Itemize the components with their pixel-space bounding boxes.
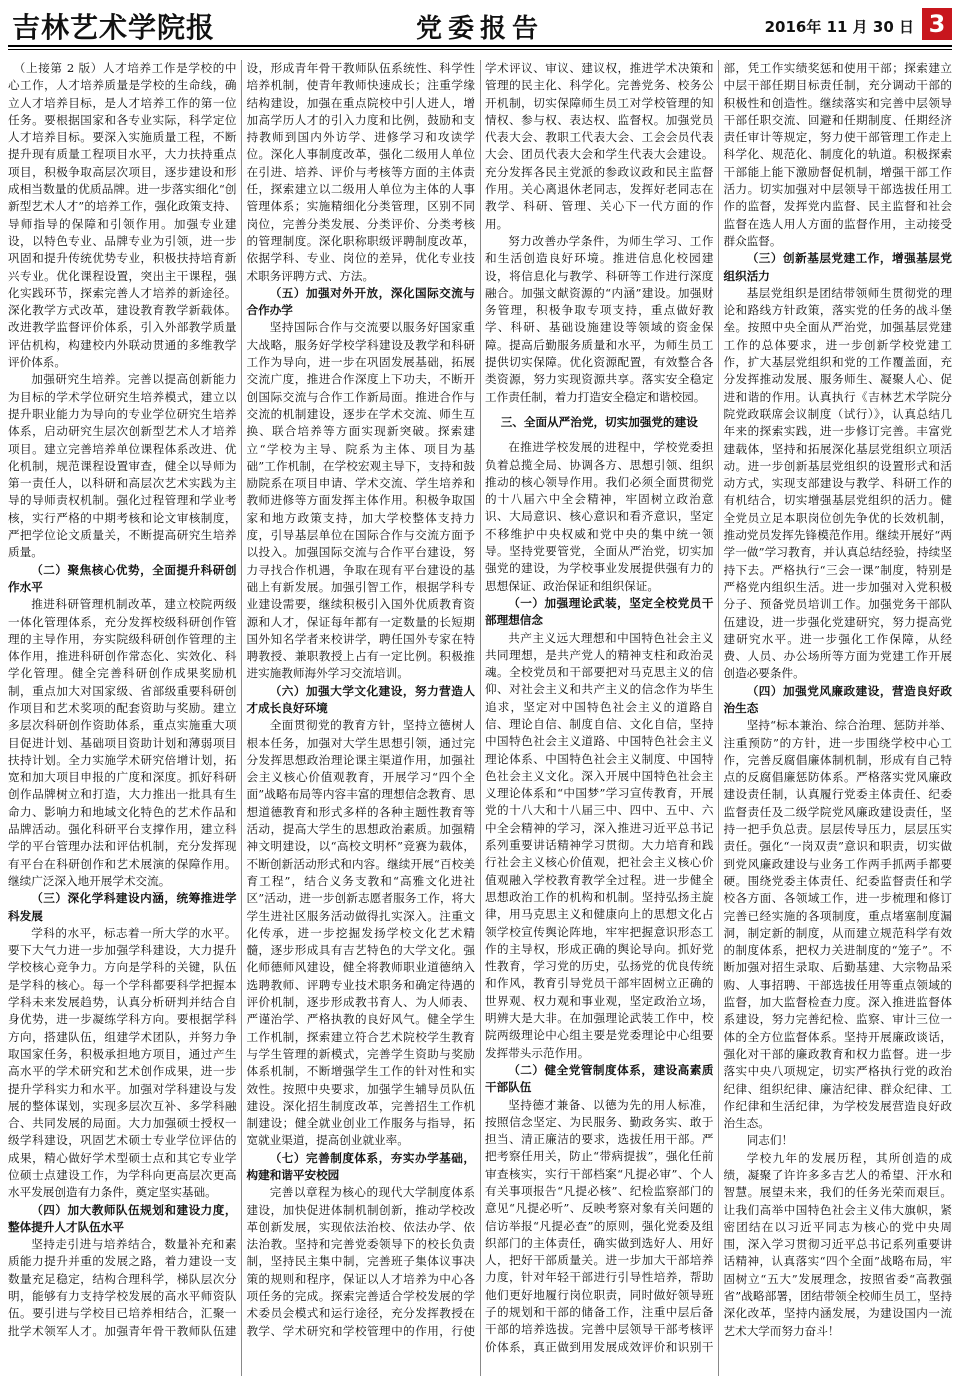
paragraph: 坚持德才兼备、以德为先的用人标准，按照信念坚定、为民服务、勤政务实、敢于担当、清正廉洁的要求，选拔任用干部。严把考察任用关，防止“带病提拔”，强化任前审查核实，实行干部档案“凡提必审”、个人有关事项报告“凡提必核”、纪检监察部门的意见“凡提必听”、反映考察对象有关问题的信访举报“凡提必查”的原则，强化党委及组织部门的主体责任，确实做到选好人、用好人，把好干部质量关。进一步加大干部培养力度，针对年轻干部进行引导性培养，帮助他们更好地履行岗位职责，同时做好领导班子的规划和干部的储备工作，注重中层后备干部的培养选拔。完善中层领导干部考核评价体系，真正做到用发展成效评价和识别干部，凭工作实绩奖惩和使用干部；探索建立中层干部任期目标责任制，充分调动干部的积极性和创造性。继续落实和完善中层领导干部任职交流、回避和任期制度、任期经济责任审计等规定，努力使干部管理工作走上科学化、规范化、制度化的轨道。积极探索干部能上能下激励督促机制，增强干部工作活力。切实加强对中层领导干部选拔任用工作的监督，发挥党内监督、民主监督和社会监督在选人用人方面的监督作用，主动接受群众监督。 [485,61,952,1354]
page-number-badge: 3 [922,8,952,40]
header-rule [8,45,952,47]
paragraph: 坚持“标本兼治、综合治理、惩防并举、注重预防”的方针，进一步围绕学校中心工作，完善反腐倡廉体制机制，形成有自己特点的反腐倡廉惩防体系。严格落实党风廉政建设责任制，认真履行党委主体责任、纪委监督责任及二级学院党风廉政建设责任，坚持一把手负总责。层层传导压力，层层压实责任。强化“一岗双责”意识和职责，切实做到党风廉政建设与业务工作两手抓两手都要硬。围绕党委主体责任、纪委监督责任和学校各方面、各领域工作，进一步梳理和修订完善已经实施的各项制度，重点堵塞制度漏洞，制定新的制度，从而建立规范科学有效的制度体系，把权力关进制度的“笼子”。不断加强对招生录取、后勤基建、大宗物品采购、人事招聘、干部选拔任用等重点领域的监督，加大监督检查力度。深入推进监督体系建设，努力完善纪检、监察、审计三位一体的全方位监督体系。坚持开展廉政谈话，强化对干部的廉政教育和权力监督。进一步落实中央八项规定，切实严格执行党的政治纪律、组织纪律、廉洁纪律、群众纪律、工作纪律和生活纪律，为学校发展营造良好政治生态。 [723,718,952,1131]
section-heading: （一）加强理论武装，坚定全校党员干部理想信念 [485,595,714,628]
paragraph: 加强研究生培养。完善以提高创新能力为目标的学术学位研究生培养模式，建立以提升职业能力为导向的专业学位研究生培养体系，启动研究生层次创新型艺术人才培养项目。建立完善培养单位课程体系改进、优化机制，规范课程设置审查，健全以导师为第一责任人，以科研和高层次艺术实践为主导的导师责权机制。强化过程管理和学业考核，实行严格的中期考核和论文审核制度，严把学位论文质量关，不断提高研究生培养质量。 [8,372,237,560]
paragraph: 在推进学校发展的进程中，学校党委担负着总揽全局、协调各方、思想引领、组织推动的核心领导作用。我们必须全面贯彻党的十八届六中全会精神，牢固树立政治意识、大局意识、核心意识和看齐意识，坚定不移维护中央权威和党中央的集中统一领导。坚持党要管党，全面从严治党，切实加强党的建设，为学校事业发展提供强有力的思想保证、政治保证和组织保证。 [485,440,714,593]
masthead [0,0,960,50]
paragraph: 推进科研管理机制改革，建立校院两级一体化管理体系，充分发挥校级科研创作管理的主导作用，夯实院级科研创作管理的主体作用，推进科研创作常态化、实效化、科学化管理。健全完善科研创作成果奖励机制，重点加大对国家级、省部级重要科研创作项目和艺术奖项的配套资助与奖励。建立多层次科研创作资助体系，重点实施重大项目促进计划、基础项目资助计划和薄弱项目扶持计划。全力实施学术研究倍增计划，拓宽和加大项目申报的广度和深度。抓好科研创作品牌树立和打造，大力推出一批具有生命力、影响力和地域文化特色的艺术作品和品牌活动。强化科研平台支撑作用，建立科学的平台管理办法和评估机制，充分发挥现有平台在科研创作和艺术展演的保障作用。继续广泛深入地开展学术交流。 [8,597,237,888]
paragraph: 共产主义远大理想和中国特色社会主义共同理想，是共产党人的精神支柱和政治灵魂。全校党员和干部要把对马克思主义的信仰、对社会主义和共产主义的信念作为毕生追求，坚定对中国特色社会主义的道路自信、理论自信、制度自信、文化自信，坚持中国特色社会主义道路、中国特色社会主义理论体系、中国特色社会主义制度、中国特色社会主义文化。深入开展中国特色社会主义理论体系和“中国梦”学习宣传教育，开展党的十八大和十八届三中、四中、五中、六中全会精神的学习，深入推进习近平总书记系列重要讲话精神学习贯彻。大力培育和践行社会主义核心价值观，把社会主义核心价值观融入学校教育教学全过程。进一步健全思想政治工作的机构和机制。坚持弘扬主旋律，用马克思主义和健康向上的思想文化占领学校宣传舆论阵地，牢牢把握意识形态工作的主导权，形成正确的舆论导向。抓好党性教育，学习党的历史，弘扬党的优良传统和作风，教育引导党员干部牢固树立正确的世界观、权力观和事业观，坚定政治立场，明辨大是大非。在加强理论武装工作中，校院两级理论中心组主要是党委理论中心组要发挥带头示范作用。 [485,630,714,1060]
section-heading: （四）加大教师队伍规划和建设力度，整体提升人才队伍水平 [8,1202,237,1234]
paragraph: （上接第 2 版）人才培养工作是学校的中心工作，人才培养质量是学校的生命线，确立人才培养目标，是人才培养工作的第一位任务。要根据国家和各专业实际，科学定位人才培养目标。要深入实施质量工程，不断提升现有质量工程项目水平，大力扶持重点项目，积极争取高层次项目，逐步建设和形成相当数量的优质品牌。进一步落实细化“创新型艺术人才”的培养工作，强化政策支持、导师指导的保障和引领作用。加强专业建设，以特色专业、品牌专业为引领，进一步巩固和提升传统优势专业，积极扶持培育新兴专业。优化课程设置，突出主干课程，强化实践环节，探索完善人才培养的新途径。深化教学方式改革，建设教育教学新载体。改进教学监督评价体系，引入外部教学质量评估机构，构建校内外联动贯通的多维教学评价体系。 [8,61,237,370]
section-title: 党委报告 [415,14,544,44]
section-heading: （六）加强大学文化建设，努力营造人才成长良好环境 [246,683,475,715]
paragraph: 努力改善办学条件，为师生学习、工作和生活创造良好环境。推进信息化校园建设，将信息化与教学、科研等工作进行深度融合。加强文献资源的“内涵”建设。加强财务管理，积极争取专项支持，重点做好教学、科研、基础设施建设等领域的资金保障。提高后勤服务质量和水平，为师生员工提供切实保障。优化资源配置，有效整合各类资源，努力实现资源共享。落实安全稳定工作责任制，着力打造安全稳定和谐校园。 [485,233,714,404]
section-heading: （二）聚焦核心优势，全面提升科研创作水平 [8,562,237,594]
paragraph: 基层党组织是团结带领师生贯彻党的理论和路线方针政策，落实党的任务的战斗堡垒。按照中央全面从严治党，加强基层党建工作的总体要求，进一步创新学校党建工作，扩大基层党组织和党的工作覆盖面，充分发挥推动发展、服务师生、凝聚人心、促进和谐的作用。认真执行《吉林艺术学院分院党政联席会议制度（试行）》，认真总结几年来的探索实践，进一步修订完善。丰富党建载体，坚持和拓展深化基层党组织立项活动。进一步创新基层党组织的设置形式和活动方式，实现支部建设与教学、科研工作的有机结合，切实增强基层党组织的活力。健全党员立足本职岗位创先争优的长效机制，推动党员发挥先锋模范作用。继续开展好“两学一做”学习教育，并认真总结经验，持续坚持下去。严格执行“三会一课”制度，特别是严格党内组织生活。进一步加强对入党积极分子、预备党员培训工作。加强党务干部队伍建设，进一步强化党建研究，努力提高党建研究水平。进一步强化工作保障，从经费、人员、办公场所等方面为党建工作开展创造必要条件。 [723,285,952,681]
section-heading: （四）加强党风廉政建设，营造良好政治生态 [723,683,952,715]
paragraph: 学校九年的发展历程，其所创造的成绩，凝聚了许许多多吉艺人的希望、汗水和智慧。展望未来，我们的任务光荣而艰巨。让我们高举中国特色社会主义伟大旗帜，紧密团结在以习近平同志为核心的党中央周围，深入学习贯彻习近平总书记系列重要讲话精神，认真落实“四个全面”战略布局，牢固树立“五大”发展理念，按照省委“高教强省”战略部署，团结带领全校师生员工，坚持深化改革，坚持内涵发展，为建设国内一流艺术大学而努力奋斗！ [723,1150,952,1338]
section-heading: （三）创新基层党建工作，增强基层党组织活力 [723,251,952,283]
article-body [8,60,952,1376]
paragraph: 完善以章程为核心的现代大学制度体系建设，加快促进体制机制创新，推动学校改革创新发展，实现依法治校、依法办学、依法治教。坚持和完善党委领导下的校长负责制，坚持民主集中制，完善班子集体议事决策的规则和程序，保证以人才培养为中心各项任务的完成。探索完善适合学校发展的学术委员会模式和运行途径，充分发挥教授在教学、学术研究和学校管理中的作用，行使学术评议、审议、建议权，推进学术决策和管理的民主化、科学化。完善党务、校务公开机制，切实保障师生员工对学校管理的知情权、参与权、表达权、监督权。加强党员代表大会、教职工代表大会、工会会员代表大会、团员代表大会和学生代表大会建设。充分发挥各民主党派的参政议政和民主监督作用。关心离退休老同志，发挥好老同志在教学、科研、管理、关心下一代方面的作用。 [246,61,714,1338]
paragraph: 坚持走引进与培养结合，数量补充和素质能力提升并重的发展之路，着力建设一支数量充足稳定，结构合理科学，梯队层次分明，能够有力支持学校发展的高水平师资队伍。要引进与学校目已培养相结合，汇聚一批学术领军人才。加强青年骨干教师队伍建设，形成青年骨干教师队伍系统性、科学性培养机制，使青年教师快速成长；注重学缘结构建设，加强在重点院校中引人进人，增加高学历人才的引入力度和比例，鼓励和支持教师到国内外访学、进修学习和攻读学位。深化人事制度改革，强化二级用人单位在引进、培养、评价与考核等方面的主体责任，探索建立以二级用人单位为主体的人事管理体系；实施精细化分类管理，区别不同岗位，完善分类发展、分类评价、分类考核的管理制度。深化职称职级评聘制度改革，依据学科、专业、岗位的差异，优化专业技术职务评聘方式、方法。 [8,61,475,1338]
chapter-heading: 三、全面从严治党，切实加强党的建设 [500,414,698,429]
section-heading: （五）加强对外开放，深化国际交流与合作办学 [246,285,475,318]
paragraph: 学科的水平，标志着一所大学的水平。要下大气力进一步加强学科建设，大力提升学校核心竞争力。方向是学科的关键，队伍是学科的核心。每一个学科都要科学把握本学科未来发展趋势，认真分析研判并结合自身优势，进一步凝练学科方向。要根据学科方向，搭建队伍，组建学术团队，并努力争取国家任务，积极承担地方项目，通过产生高水平的学术研究和艺术创作成果，进一步提升学科实力和水平。加强对学科建设与发展的整体谋划，实现多层次互补、多学科融合、共同发展的局面。大力加强硕士授权一级学科建设，巩固艺术硕士专业学位评估的成果，精心做好学术型硕士点和其它专业学位硕士点建设工作，为学科向更高层次更高水平发展创造有力条件，奠定坚实基础。 [8,925,237,1200]
paragraph: 同志们！ [746,1133,794,1148]
section-heading: （三）深化学科建设内涵，统筹推进学科发展 [8,891,237,923]
section-heading: （二）健全党管制度体系，建设高素质干部队伍 [485,1062,714,1095]
section-heading: （七）完善制度体系，夯实办学基础，构建和谐平安校园 [246,1150,475,1182]
paragraph: 坚持国际合作与交流要以服务好国家重大战略，服务好学校学科建设及教学和科研工作为导向，进一步在巩固发展基础，拓展交流广度，推进合作深度上下功夫，不断开创国际交流与合作工作新局面。推进合作与交流的机制建设，逐步在学术交流、师生互换、联合培养等方面实现新突破。探索建立“学校为主导、院系为主体、项目为基础”工作机制，在学校宏观主导下，支持和鼓励院系在项目申请、学术交流、学生培养和教师进修等方面发挥主体作用。积极争取国家和地方政策支持，加大学校整体支持力度，引导基层单位在国际合作与交流方面予以投入。加强国际交流与合作平台建设，努力寻找合作机遇，争取在现有平台建设的基础上有新发展。加强引智工作，根据学科专业建设需要，继续积极引入国外优质教育资源和人才，保证每年都有一定数量的长短期国外知名学者来校讲学，聘任国外专家在特聘教授、兼职教授上占有一定比例。积极推进实施教师海外学习交流培训。 [246,320,475,681]
header-rule-thin [8,49,952,50]
paragraph: 全面贯彻党的教育方针，坚持立德树人根本任务，加强对大学生思想引领，通过完分发挥思想政治理论课主渠道作用，加强社会主义核心价值观教育，开展学习“四个全面”战略布局等内容丰富的理想信念教育、思想道德教育和形式多样的各种主题性教育等活动，提高大学生的思想政治素质。加强精神文明建设，以“高校文明杯”竞赛为载体，不断创新活动形式和内容。继续开展“百校美育工程”，结合义务支教和“高雅文化进社区”活动，进一步创新志愿者服务工作，将大学生进社区服务活动做得扎实深入。注重文化传承，进一步挖掘发扬学校文化艺术精髓，逐步形成具有吉艺特色的大学文化。强化师德师风建设，健全将教师职业道德纳入选聘教师、评聘专业技术职务和确定待遇的评价机制，逐步形成教书育人、为人师表、严谨治学、严格执教的良好风气。健全学生工作机制，探索建立符合艺术院校学生教育与学生管理的新模式，完善学生资助与奖励体系机制，不断增强学生工作的针对性和实效性。按照中央要求，加强学生辅导员队伍建设。深化招生制度改革，完善招生工作机制建设；健全就业创业工作服务与指导，拓宽就业渠道，提高创业就业率。 [246,718,475,1148]
newspaper-name: 吉林艺术学院报 [12,11,216,44]
publication-date: 2016年 11 月 30 日 [764,18,914,36]
